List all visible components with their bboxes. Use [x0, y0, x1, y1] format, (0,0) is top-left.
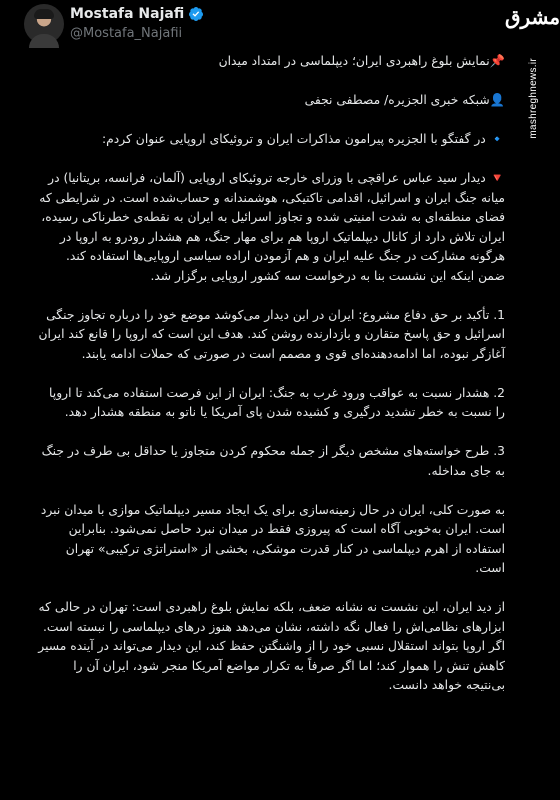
publisher-logo: مشرق — [505, 5, 560, 29]
tweet-body — [36, 52, 505, 715]
verified-badge-icon — [188, 6, 204, 22]
tweet-conclusion: از دید ایران، این نشست نه نشانه ضعف، بلکه نمایش بلوغ راهبردی است: تهران در حالی که ابزارهای نظامی‌اش را فعال نگه داشته، نشان می‌دهد هنوز درهای دیپلماسی را نبسته است. اگر اروپا بتواند استقلال نسبی خود را از واشنگتن حفظ کند، این دیدار می‌تواند در آینده مسیر کاهش تنش را هموار کند؛ اما اگر صرفاً به تکرار مواضع آمریکا منجر شود، ایران آن را بی‌نتیجه خواهد دانست. — [38, 600, 505, 692]
tweet-point-2: 2. هشدار نسبت به عواقب ورود غرب به جنگ: ایران از این فرصت استفاده می‌کند تا اروپا را نسبت به خطر تشدید درگیری و کشیده شدن پای آمریکا یا ناتو به منطقه هشدار دهد. — [49, 385, 505, 419]
tweet-paragraph: 🔻 دیدار سید عباس عراقچی با وزرای خارجه تروئیکای اروپایی (آلمان، فرانسه، بریتانیا) در میانه جنگ ایران و اسرائیل، اقدامی تاکتیکی، هوشمندانه و حساب‌شده است. در شرایطی که فضای منطقه‌ای به شدت امنیتی شده و تجاوز اسرائیل به ایران به نقطه‌ی خطرناکی رسیده، ایران تلاش دارد از کانال دیپلماتیک اروپا هم برای مهار جنگ، هم هشدار رودرو به اروپا در هرگونه مشارکت در جنگ علیه ایران و هم آزمودن اراده سیاسی اروپایی‌ها استفاده کند. ضمن اینکه این نشست بنا به درخواست سه کشور اروپایی برگزار شد. — [39, 171, 505, 283]
avatar-hair — [34, 9, 54, 19]
author-name-row[interactable] — [70, 6, 204, 22]
author-name[interactable]: Mostafa Najafi — [70, 6, 185, 22]
tweet-point-1: 1. تأکید بر حق دفاع مشروع: ایران در این دیدار می‌کوشد موضع خود را درباره تجاوز جنگی اسرائیل و حق پاسخ متقارن و بازدارنده روشن کند. هدف این است که اروپا را قانع کند ایران آغازگر نبوده، اما ادامه‌دهنده‌ای قوی و مصمم است در صورتی که حملات ادامه یابند. — [38, 307, 505, 361]
tweet-header — [10, 0, 560, 48]
tweet-point-3: 3. طرح خواسته‌های مشخص دیگر از جمله محکوم کردن متجاوز یا حداقل بی طرف در جنگ به جای مداخله. — [41, 444, 505, 478]
avatar-shirt — [29, 34, 59, 48]
avatar[interactable] — [24, 4, 64, 44]
tweet-summary: به صورت کلی، ایران در حال زمینه‌سازی برای یک ایجاد مسیر دیپلماتیک موازی با میدان نبرد است. ایران به‌خوبی آگاه است که پیروزی فقط در میدان نبرد حاصل نمی‌شود. بنابراین استفاده از اهرم دیپلماسی در کنار قدرت موشکی، بخشی از «استراتژی ترکیبی» تهران است. — [40, 502, 505, 575]
tweet-byline: 👤شبکه خبری الجزیره/ مصطفی نجفی — [304, 93, 505, 107]
author-handle[interactable]: @Mostafa_Najafii — [70, 26, 183, 41]
tweet-intro: 🔹 در گفتگو با الجزیره پیرامون مذاکرات ایران و تروئیکای اروپایی عنوان کردم: — [102, 132, 505, 146]
tweet-headline: 📌نمایش بلوغ راهبردی ایران؛ دیپلماسی در امتداد میدان — [218, 54, 505, 68]
publisher-watermark: mashreghnews.ir — [528, 58, 539, 139]
